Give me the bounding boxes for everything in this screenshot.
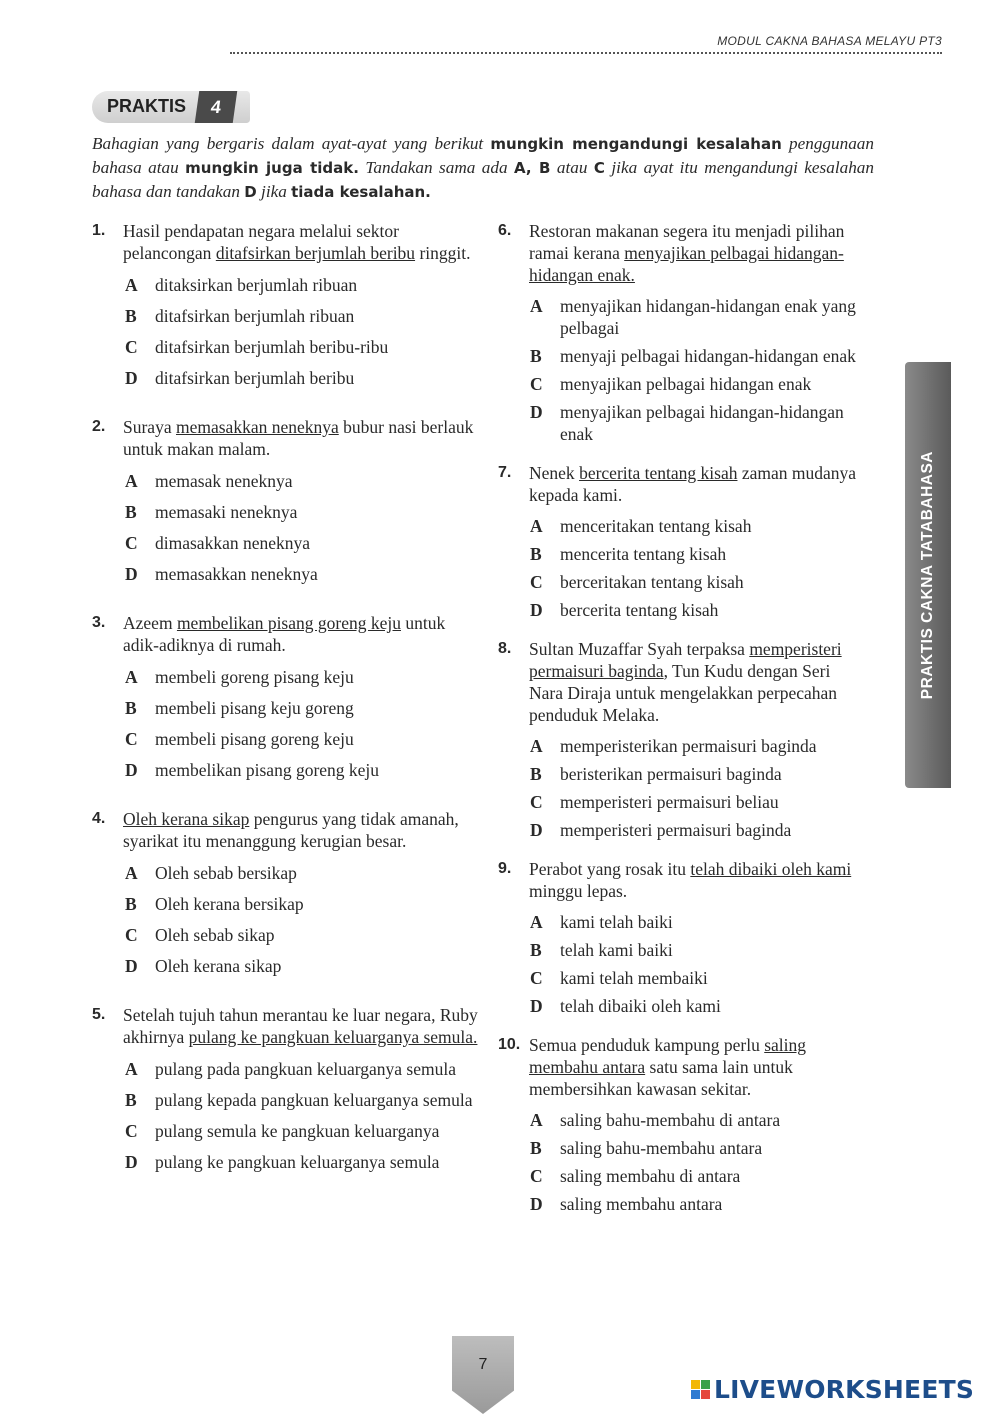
option-c[interactable] [125, 920, 482, 951]
option-letter: B [530, 764, 542, 784]
option-text: bercerita tentang kisah [560, 600, 719, 620]
underlined-phrase: telah dibaiki oleh kami [690, 859, 852, 879]
options-list [125, 270, 482, 394]
option-text: memasakkan neneknya [155, 564, 318, 584]
question-text: Sultan Muzaffar Syah terpaksa memperisteri permaisuri baginda, Tun Kudu dengan Seri Nara Diraja untuk mengelakkan perpecahan penduduk Melaka. [529, 639, 842, 725]
option-b[interactable] [530, 540, 868, 568]
question-7 [498, 462, 868, 624]
option-d[interactable] [530, 992, 868, 1020]
option-letter: D [530, 600, 543, 620]
underlined-phrase: saling membahu antara [529, 1035, 807, 1077]
option-letter: D [125, 564, 138, 584]
underlined-phrase: memperisteri permaisuri baginda [529, 639, 842, 681]
option-letter: C [125, 337, 138, 357]
option-text: memasak neneknya [155, 471, 293, 491]
option-text: Oleh kerana bersikap [155, 894, 304, 914]
option-letter: A [530, 516, 543, 536]
option-text: ditafsirkan berjumlah beribu-ribu [155, 337, 389, 357]
question-stem [92, 612, 482, 656]
option-text: saling bahu-membahu antara [560, 1138, 763, 1158]
option-text: saling membahu di antara [560, 1166, 741, 1186]
page-number: 7 [478, 1356, 488, 1373]
logo-text: LIVEWORKSHEETS [714, 1375, 975, 1404]
option-letter: A [530, 912, 543, 932]
option-c[interactable] [125, 332, 482, 363]
option-letter: D [530, 402, 543, 422]
question-stem [92, 416, 482, 460]
option-letter: A [125, 1059, 138, 1079]
option-a[interactable] [125, 270, 482, 301]
logo-icon [691, 1380, 710, 1399]
option-c[interactable] [530, 568, 868, 596]
option-c[interactable] [530, 370, 868, 398]
left-column [92, 220, 482, 1200]
option-text: menceritakan tentang kisah [560, 516, 752, 536]
option-d[interactable] [125, 363, 482, 394]
option-a[interactable] [125, 858, 482, 889]
question-text: Restoran makanan segera itu menjadi pilihan ramai kerana menyajikan pelbagai hidangan-hidangan enak. [529, 221, 845, 285]
option-letter: A [530, 296, 543, 316]
question-4 [92, 808, 482, 982]
option-b[interactable] [530, 936, 868, 964]
options-list [125, 662, 482, 786]
option-d[interactable] [530, 398, 868, 448]
options-list [530, 512, 868, 624]
option-text: menyajikan pelbagai hidangan-hidangan enak [560, 402, 844, 444]
option-text: beristerikan permaisuri baginda [560, 764, 782, 784]
option-letter: A [125, 275, 138, 295]
question-number: 7. [498, 464, 512, 481]
question-stem [498, 220, 868, 286]
option-text: kami telah membaiki [560, 968, 708, 988]
option-d[interactable] [125, 951, 482, 982]
option-text: ditafsirkan berjumlah beribu [155, 368, 355, 388]
question-stem [498, 462, 868, 506]
option-letter: B [125, 698, 137, 718]
underlined-phrase: pulang ke pangkuan keluarganya semula. [188, 1027, 478, 1047]
option-c[interactable] [125, 528, 482, 559]
option-text: dimasakkan neneknya [155, 533, 311, 553]
options-list [530, 292, 868, 448]
options-list [530, 908, 868, 1020]
praktis-number: 4 [195, 91, 237, 123]
question-1 [92, 220, 482, 394]
praktis-label: PRAKTIS [107, 96, 187, 116]
question-number: 2. [92, 418, 106, 435]
question-text: Suraya memasakkan neneknya bubur nasi berlauk untuk makan malam. [123, 417, 474, 459]
underlined-phrase: menyajikan pelbagai hidangan-hidangan enak. [529, 243, 844, 285]
module-title: MODUL CAKNA BAHASA MELAYU PT3 [717, 34, 942, 48]
option-c[interactable] [530, 788, 868, 816]
underlined-phrase: bercerita tentang kisah [579, 463, 738, 483]
question-8 [498, 638, 868, 844]
option-letter: C [530, 968, 543, 988]
instructions: Bahagian yang bergaris dalam ayat-ayat yang berikut mungkin mengandungi kesalahan penggunaan bahasa atau mungkin juga tidak. Tandakan sama ada A, B atau C jika ayat itu mengandungi kesalahan bahasa dan tandakan D jika tiada kesalahan. [92, 134, 874, 201]
option-a[interactable] [125, 1054, 482, 1085]
option-letter: C [530, 572, 543, 592]
option-letter: A [125, 471, 138, 491]
question-9 [498, 858, 868, 1020]
option-text: ditaksirkan berjumlah ribuan [155, 275, 358, 295]
option-text: ditafsirkan berjumlah ribuan [155, 306, 355, 326]
question-10 [498, 1034, 868, 1218]
option-letter: C [125, 925, 138, 945]
option-b[interactable] [530, 342, 868, 370]
question-6 [498, 220, 868, 448]
option-letter: B [125, 894, 137, 914]
question-text: Nenek bercerita tentang kisah zaman mudanya kepada kami. [529, 463, 857, 505]
question-5 [92, 1004, 482, 1178]
question-stem [92, 1004, 482, 1048]
liveworksheets-logo [691, 1375, 974, 1404]
question-stem [92, 808, 482, 852]
question-stem [498, 1034, 868, 1100]
option-b[interactable] [530, 760, 868, 788]
option-letter: B [530, 544, 542, 564]
options-list [530, 1106, 868, 1218]
option-letter: B [125, 1090, 137, 1110]
underlined-phrase: Oleh kerana sikap [123, 809, 250, 829]
option-d[interactable] [125, 559, 482, 590]
option-text: memperisteri permaisuri beliau [560, 792, 779, 812]
option-b[interactable] [125, 1085, 482, 1116]
option-letter: D [125, 956, 138, 976]
option-c[interactable] [530, 1162, 868, 1190]
option-c[interactable] [530, 964, 868, 992]
option-text: pulang pada pangkuan keluarganya semula [155, 1059, 456, 1079]
option-text: membeli goreng pisang keju [155, 667, 354, 687]
option-a[interactable] [530, 1106, 868, 1134]
option-letter: C [530, 374, 543, 394]
option-c[interactable] [125, 1116, 482, 1147]
option-text: menyaji pelbagai hidangan-hidangan enak [560, 346, 856, 366]
option-letter: C [530, 792, 543, 812]
question-number: 8. [498, 640, 512, 657]
option-b[interactable] [125, 497, 482, 528]
right-column [498, 220, 868, 1232]
option-text: membelikan pisang goreng keju [155, 760, 380, 780]
question-text: Azeem membelikan pisang goreng keju untuk adik-adiknya di rumah. [123, 613, 446, 655]
option-text: memperisteri permaisuri baginda [560, 820, 792, 840]
option-letter: D [530, 820, 543, 840]
option-a[interactable] [530, 732, 868, 760]
question-number: 6. [498, 222, 512, 239]
underlined-phrase: ditafsirkan berjumlah beribu [215, 243, 416, 263]
option-text: pulang ke pangkuan keluarganya semula [155, 1152, 440, 1172]
question-number: 3. [92, 614, 106, 631]
question-stem [92, 220, 482, 264]
question-text: Setelah tujuh tahun merantau ke luar negara, Ruby akhirnya pulang ke pangkuan keluarganya semula. [123, 1005, 478, 1047]
option-letter: C [125, 1121, 138, 1141]
option-text: membeli pisang keju goreng [155, 698, 354, 718]
option-a[interactable] [530, 512, 868, 540]
option-b[interactable] [530, 1134, 868, 1162]
question-number: 9. [498, 860, 512, 877]
option-letter: B [530, 346, 542, 366]
option-a[interactable] [530, 292, 868, 342]
option-c[interactable] [125, 724, 482, 755]
options-list [125, 466, 482, 590]
question-number: 1. [92, 222, 106, 239]
option-a[interactable] [530, 908, 868, 936]
option-a[interactable] [125, 662, 482, 693]
options-list [125, 858, 482, 982]
option-letter: C [530, 1166, 543, 1186]
option-d[interactable] [530, 596, 868, 624]
option-letter: D [530, 996, 543, 1016]
options-list [530, 732, 868, 844]
question-2 [92, 416, 482, 590]
option-letter: A [125, 667, 138, 687]
option-letter: B [125, 306, 137, 326]
option-text: Oleh sebab bersikap [155, 863, 297, 883]
option-d[interactable] [530, 816, 868, 844]
option-d[interactable] [125, 755, 482, 786]
page-number-tab [452, 1336, 514, 1414]
option-text: telah kami baiki [560, 940, 673, 960]
option-text: membeli pisang goreng keju [155, 729, 354, 749]
option-text: berceritakan tentang kisah [560, 572, 744, 592]
question-number: 4. [92, 810, 106, 827]
option-text: menyajikan hidangan-hidangan enak yang pelbagai [560, 296, 856, 338]
question-stem [498, 638, 868, 726]
option-text: mencerita tentang kisah [560, 544, 727, 564]
options-list [125, 1054, 482, 1178]
option-a[interactable] [125, 466, 482, 497]
option-b[interactable] [125, 889, 482, 920]
underlined-phrase: memasakkan neneknya [175, 417, 339, 437]
option-text: saling membahu antara [560, 1194, 723, 1214]
option-letter: D [125, 368, 138, 388]
question-number: 5. [92, 1006, 106, 1023]
option-b[interactable] [125, 693, 482, 724]
option-b[interactable] [125, 301, 482, 332]
option-letter: A [530, 736, 543, 756]
option-letter: C [125, 533, 138, 553]
option-text: pulang kepada pangkuan keluarganya semula [155, 1090, 473, 1110]
underlined-phrase: membelikan pisang goreng keju [176, 613, 401, 633]
option-text: memperisterikan permaisuri baginda [560, 736, 817, 756]
question-text: Semua penduduk kampung perlu saling membahu antara satu sama lain untuk membersihkan kawasan sekitar. [529, 1035, 807, 1099]
option-letter: C [125, 729, 138, 749]
option-letter: B [530, 940, 542, 960]
option-text: kami telah baiki [560, 912, 673, 932]
option-letter: D [125, 760, 138, 780]
option-text: telah dibaiki oleh kami [560, 996, 721, 1016]
side-tab-label-wrap [915, 362, 941, 788]
option-letter: D [530, 1194, 543, 1214]
option-text: Oleh kerana sikap [155, 956, 282, 976]
side-tab-label: PRAKTIS CAKNA TATABAHASA [919, 450, 936, 700]
option-d[interactable] [125, 1147, 482, 1178]
question-number: 10. [498, 1036, 521, 1053]
option-text: memasaki neneknya [155, 502, 298, 522]
header-rule [230, 52, 942, 54]
question-3 [92, 612, 482, 786]
option-letter: D [125, 1152, 138, 1172]
question-text: Hasil pendapatan negara melalui sektor pelancongan ditafsirkan berjumlah beribu ringgit. [123, 221, 471, 263]
option-letter: B [125, 502, 137, 522]
question-text: Oleh kerana sikap pengurus yang tidak amanah, syarikat itu menanggung kerugian besar. [123, 809, 459, 851]
option-text: saling bahu-membahu di antara [560, 1110, 781, 1130]
question-text: Perabot yang rosak itu telah dibaiki oleh kami minggu lepas. [529, 859, 852, 901]
option-letter: B [530, 1138, 542, 1158]
option-d[interactable] [530, 1190, 868, 1218]
option-text: menyajikan pelbagai hidangan enak [560, 374, 812, 394]
option-letter: A [530, 1110, 543, 1130]
question-stem [498, 858, 868, 902]
option-text: pulang semula ke pangkuan keluarganya [155, 1121, 440, 1141]
option-letter: A [125, 863, 138, 883]
option-text: Oleh sebab sikap [155, 925, 275, 945]
